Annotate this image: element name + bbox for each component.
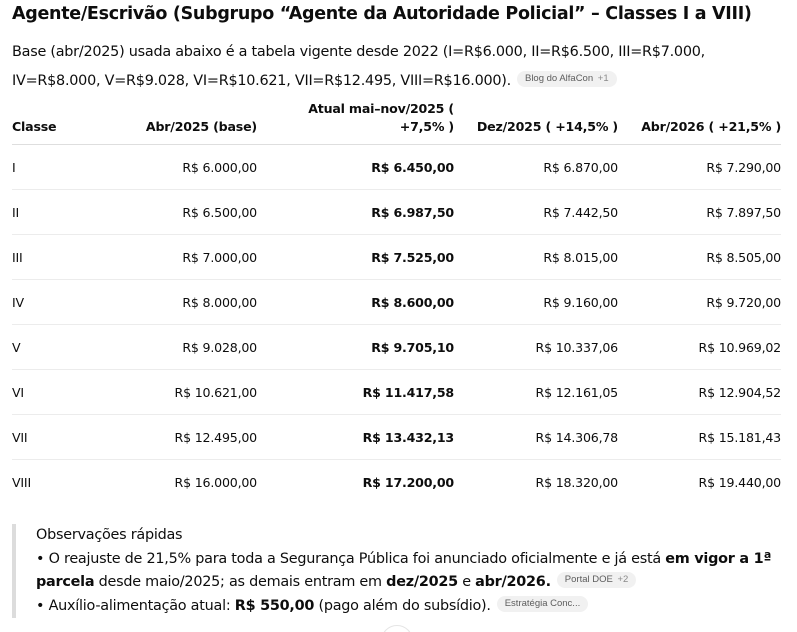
cell-classe: VII [12, 415, 72, 460]
cell-classe: V [12, 325, 72, 370]
header-abr-2025: Abr/2025 (base) [72, 100, 257, 145]
cell-dez-2025: R$ 9.160,00 [454, 280, 618, 325]
cell-classe: II [12, 190, 72, 235]
table-row [12, 190, 781, 235]
cell-atual: R$ 7.525,00 [257, 235, 454, 280]
table-row [12, 235, 781, 280]
cell-abr-2025: R$ 7.000,00 [72, 235, 257, 280]
intro-paragraph [12, 38, 797, 96]
scroll-down-button[interactable] [381, 625, 413, 632]
cell-dez-2025: R$ 6.870,00 [454, 145, 618, 190]
cell-abr-2025: R$ 6.000,00 [72, 145, 257, 190]
table-row [12, 325, 781, 370]
header-abr-2026: Abr/2026 ( +21,5% ) [618, 100, 781, 145]
section-title: Agente/Escrivão (Subgrupo “Agente da Autoridade Policial” – Classes I a VIII) [12, 4, 752, 24]
cell-abr-2026: R$ 10.969,02 [618, 325, 781, 370]
cell-abr-2026: R$ 9.720,00 [618, 280, 781, 325]
chip-count: +1 [597, 73, 609, 84]
cell-dez-2025: R$ 18.320,00 [535, 474, 618, 490]
intro-text: Base (abr/2025) usada abaixo é a tabela vigente desde 2022 (I=R$6.000, II=R$6.500, III=R$7.000, IV=R$8.000, V=R$9.028, VI=R$10.621, VII=R$12.495, VIII=R$16.000). [12, 44, 705, 89]
cell-dez-2025: R$ 10.337,06 [454, 325, 618, 370]
cell-classe: III [12, 235, 72, 280]
chip-label: Blog do AlfaCon [524, 73, 594, 84]
cell-classe: I [12, 145, 72, 190]
cell-abr-2025: R$ 10.621,00 [72, 370, 257, 415]
header-classe: Classe [12, 100, 72, 145]
cell-classe: VI [12, 370, 72, 415]
cell-dez-2025: R$ 7.442,50 [454, 190, 618, 235]
salary-table [12, 100, 781, 505]
cell-abr-2026: R$ 8.505,00 [618, 235, 781, 280]
source-chip-estrategia[interactable] [497, 596, 589, 612]
cell-abr-2025: R$ 8.000,00 [72, 280, 257, 325]
cell-abr-2025: R$ 6.500,00 [72, 190, 257, 235]
cell-atual: R$ 6.987,50 [257, 190, 454, 235]
cell-atual: R$ 13.432,13 [257, 415, 454, 460]
cell-abr-2025: R$ 12.495,00 [72, 415, 257, 460]
notes-heading: Observações rápidas [36, 527, 183, 543]
table-row [12, 145, 781, 190]
header-atual: Atual mai–nov/2025 ( +7,5% ) [257, 100, 454, 145]
cell-abr-2026: R$ 7.290,00 [618, 145, 781, 190]
table-row [12, 415, 781, 460]
chip-label: Estratégia Conc... [504, 597, 581, 609]
table-row [12, 370, 781, 415]
cell-atual: R$ 11.417,58 [257, 370, 454, 415]
cell-atual: R$ 8.600,00 [257, 280, 454, 325]
source-chip-portal-doe[interactable] [557, 572, 637, 588]
note-bullet-auxilio: • Auxílio-alimentação atual: R$ 550,00 (pago além do subsídio). Estratégia Conc... [36, 595, 797, 619]
cell-dez-2025: R$ 14.306,78 [454, 415, 618, 460]
cell-classe: VIII [12, 474, 31, 490]
chip-label: Portal DOE [564, 574, 613, 585]
note-bullet-reajuste: • O reajuste de 21,5% para toda a Segurança Pública foi anunciado oficialmente e já está em vigor a 1ª parcela desde maio/2025; as demais entram em dez/2025 e abr/2026. Portal DOE +2 [36, 550, 772, 590]
cell-atual: R$ 17.200,00 [362, 474, 454, 490]
source-chip-alfacon[interactable] [517, 71, 617, 87]
notes-blockquote [12, 524, 797, 618]
cell-abr-2025: R$ 16.000,00 [174, 474, 257, 490]
cell-atual: R$ 9.705,10 [257, 325, 454, 370]
cell-atual: R$ 6.450,00 [257, 145, 454, 190]
cell-dez-2025: R$ 8.015,00 [454, 235, 618, 280]
table-row [12, 280, 781, 325]
cell-classe: IV [12, 280, 72, 325]
cell-abr-2025: R$ 9.028,00 [72, 325, 257, 370]
table-row [12, 460, 781, 505]
table-header-row [12, 100, 781, 145]
cell-abr-2026: R$ 12.904,52 [618, 370, 781, 415]
cell-abr-2026: R$ 19.440,00 [698, 474, 781, 490]
cell-abr-2026: R$ 7.897,50 [618, 190, 781, 235]
cell-dez-2025: R$ 12.161,05 [454, 370, 618, 415]
cell-abr-2026: R$ 15.181,43 [618, 415, 781, 460]
header-dez-2025: Dez/2025 ( +14,5% ) [454, 100, 618, 145]
chip-count: +2 [617, 574, 629, 585]
